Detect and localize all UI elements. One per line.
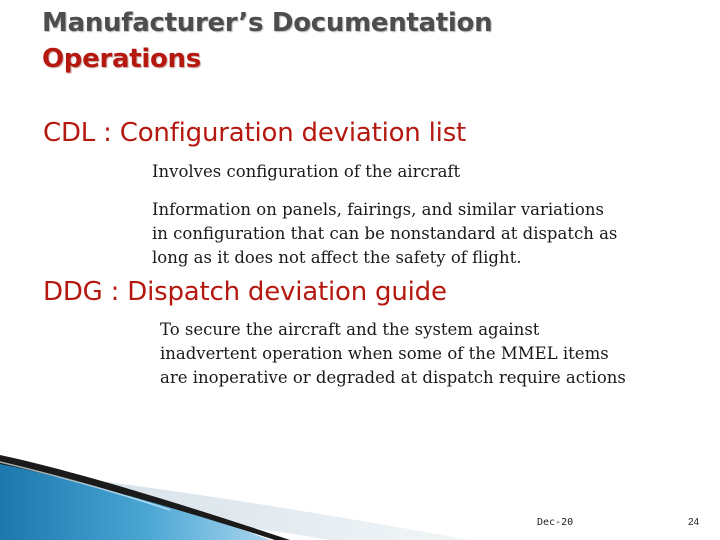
- ddg-paragraph-1: To secure the aircraft and the system against inadvertent operation when some of the MMEL items are inoperative or degraded at dispatch require actions: [160, 320, 626, 387]
- section-heading-ddg: DDG : Dispatch deviation guide: [43, 277, 447, 307]
- page-number: 24: [688, 517, 700, 528]
- cdl-paragraph-2: Information on panels, fairings, and similar variations in configuration that can be nonstandard at dispatch as long as it does not affect the safety of flight.: [152, 200, 618, 267]
- slide-title: Manufacturer’s Documentation: [42, 8, 493, 38]
- section-heading-cdl: CDL : Configuration deviation list: [43, 118, 467, 148]
- slide-subtitle: Operations: [42, 44, 201, 74]
- cdl-paragraph-1: Involves configuration of the aircraft: [152, 162, 461, 181]
- footer-date: Dec-20: [537, 517, 574, 528]
